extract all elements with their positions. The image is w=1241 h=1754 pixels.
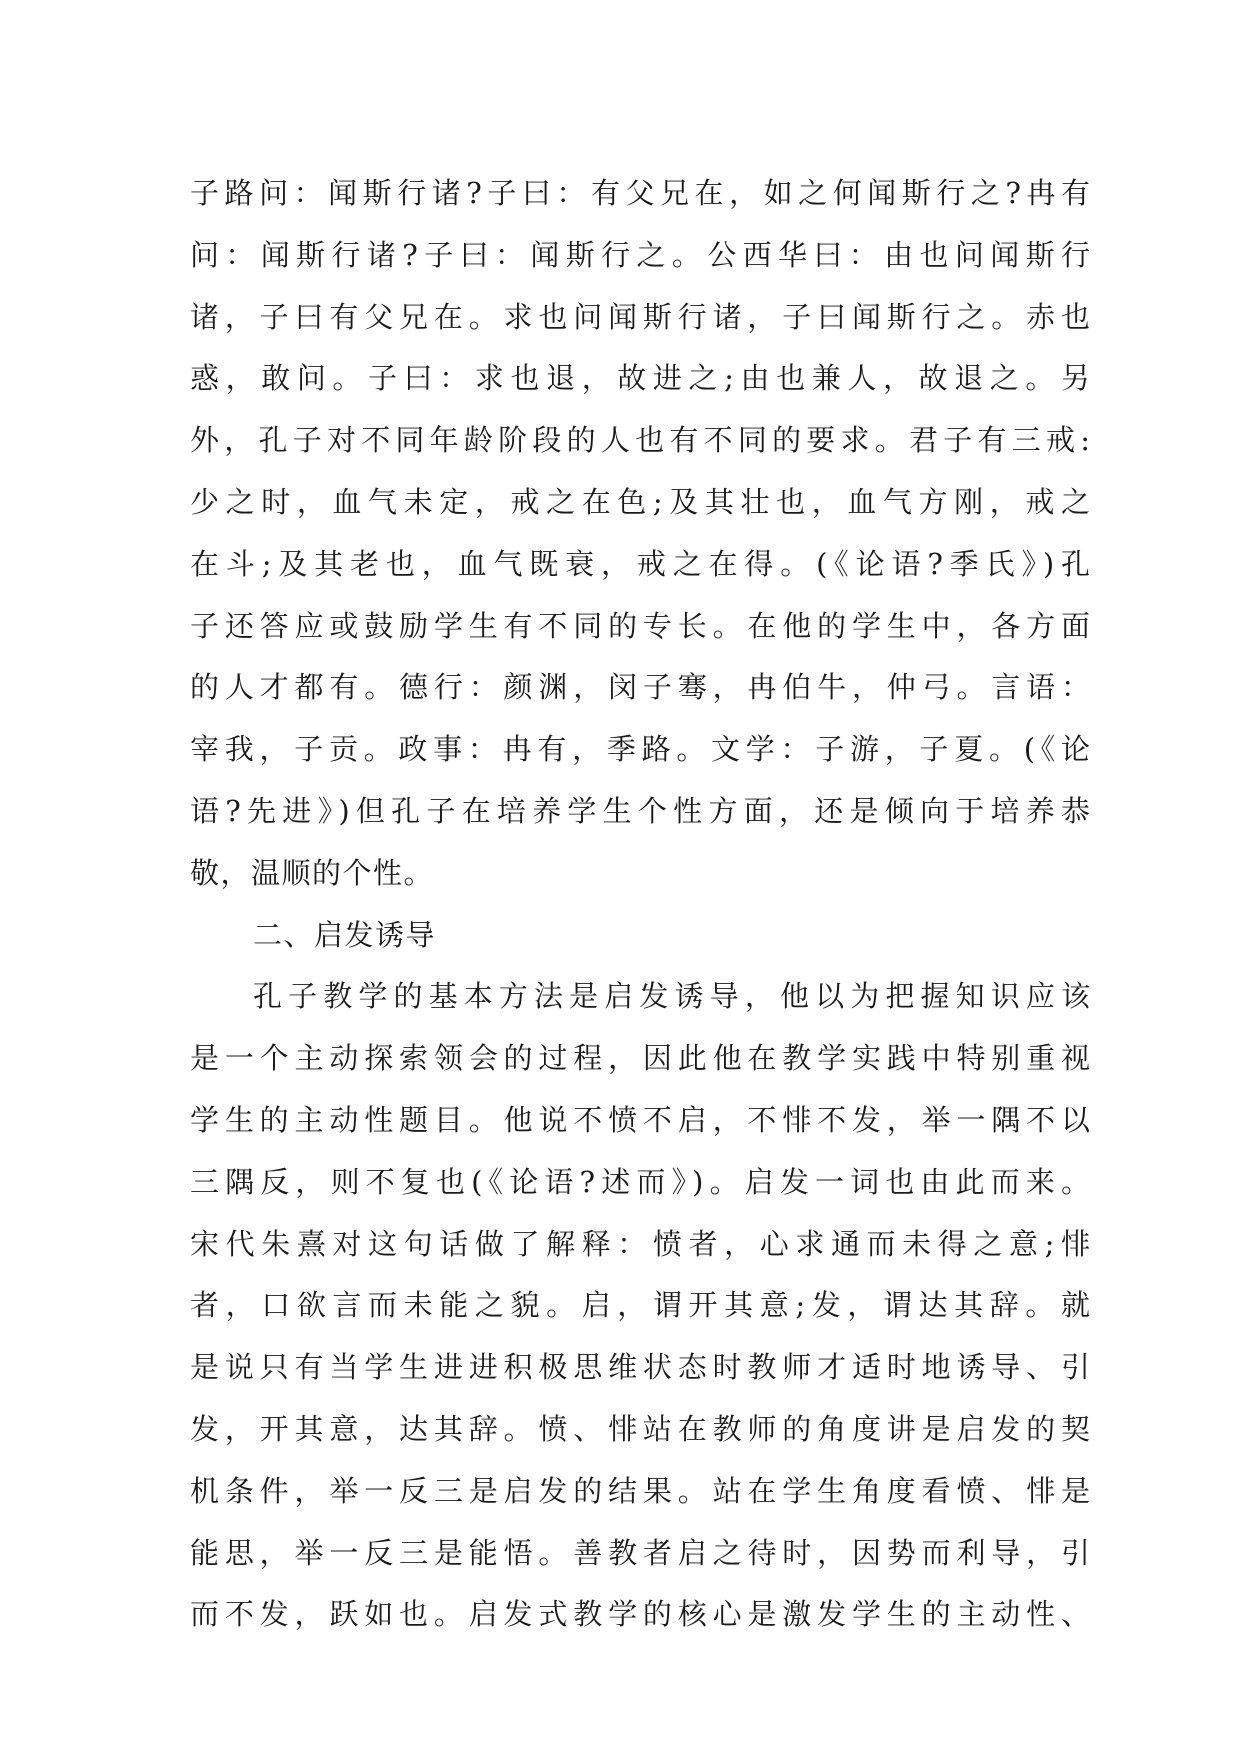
paragraph-line: 外，孔子对不同年龄阶段的人也有不同的要求。君子有三戒: — [190, 423, 1090, 458]
paragraph-line: 是说只有当学生进进积极思维状态时教师才适时地诱导、引 — [190, 1350, 1090, 1385]
paragraph-line: 少之时，血气未定，戒之在色;及其壮也，血气方刚，戒之 — [190, 484, 1090, 519]
paragraph-line: 宋代朱熹对这句话做了解释：愤者，心求通而未得之意;悱 — [190, 1226, 1090, 1261]
document-body — [190, 163, 1090, 1646]
paragraph-line: 问：闻斯行诸?子曰：闻斯行之。公西华曰：由也问闻斯行 — [190, 237, 1090, 272]
paragraph-line: 惑，敢问。子曰：求也退，故进之;由也兼人，故退之。另 — [190, 361, 1090, 396]
paragraph-line: 语?先进》)但孔子在培养学生个性方面，还是倾向于培养恭 — [190, 793, 1090, 828]
paragraph-line: 三隅反，则不复也(《论语?述而》)。启发一词也由此而来。 — [190, 1164, 1090, 1199]
section-heading: 二、启发诱导 — [253, 917, 437, 952]
paragraph-line: 是一个主动探索领会的过程，因此他在教学实践中特别重视 — [190, 1041, 1090, 1076]
paragraph-line: 机条件，举一反三是启发的结果。站在学生角度看愤、悱是 — [190, 1473, 1090, 1508]
paragraph-line: 者，口欲言而未能之貌。启，谓开其意;发，谓达其辞。就 — [190, 1288, 1090, 1323]
paragraph-line: 的人才都有。德行：颜渊，闵子骞，冉伯牛，仲弓。言语： — [190, 670, 1090, 705]
paragraph-line: 诸，子曰有父兄在。求也问闻斯行诸，子曰闻斯行之。赤也 — [190, 299, 1090, 334]
paragraph-line: 子路问：闻斯行诸?子曰：有父兄在，如之何闻斯行之?冉有 — [190, 176, 1090, 210]
paragraph-line: 在斗;及其老也，血气既衰，戒之在得。(《论语?季氏》)孔 — [190, 546, 1090, 581]
paragraph-line: 敬，温顺的个性。 — [190, 855, 435, 890]
paragraph-line: 能思，举一反三是能悟。善教者启之待时，因势而利导，引 — [190, 1535, 1090, 1570]
paragraph-line: 发，开其意，达其辞。愤、悱站在教师的角度讲是启发的契 — [190, 1411, 1090, 1446]
paragraph-line: 子还答应或鼓励学生有不同的专长。在他的学生中，各方面 — [190, 608, 1090, 643]
paragraph-line: 宰我，子贡。政事：冉有，季路。文学：子游，子夏。(《论 — [190, 732, 1090, 767]
paragraph-line: 孔子教学的基本方法是启发诱导，他以为把握知识应该 — [253, 979, 1090, 1014]
paragraph-line: 学生的主动性题目。他说不愤不启，不悱不发，举一隅不以 — [190, 1102, 1090, 1137]
paragraph-line: 而不发，跃如也。启发式教学的核心是激发学生的主动性、 — [190, 1597, 1090, 1632]
